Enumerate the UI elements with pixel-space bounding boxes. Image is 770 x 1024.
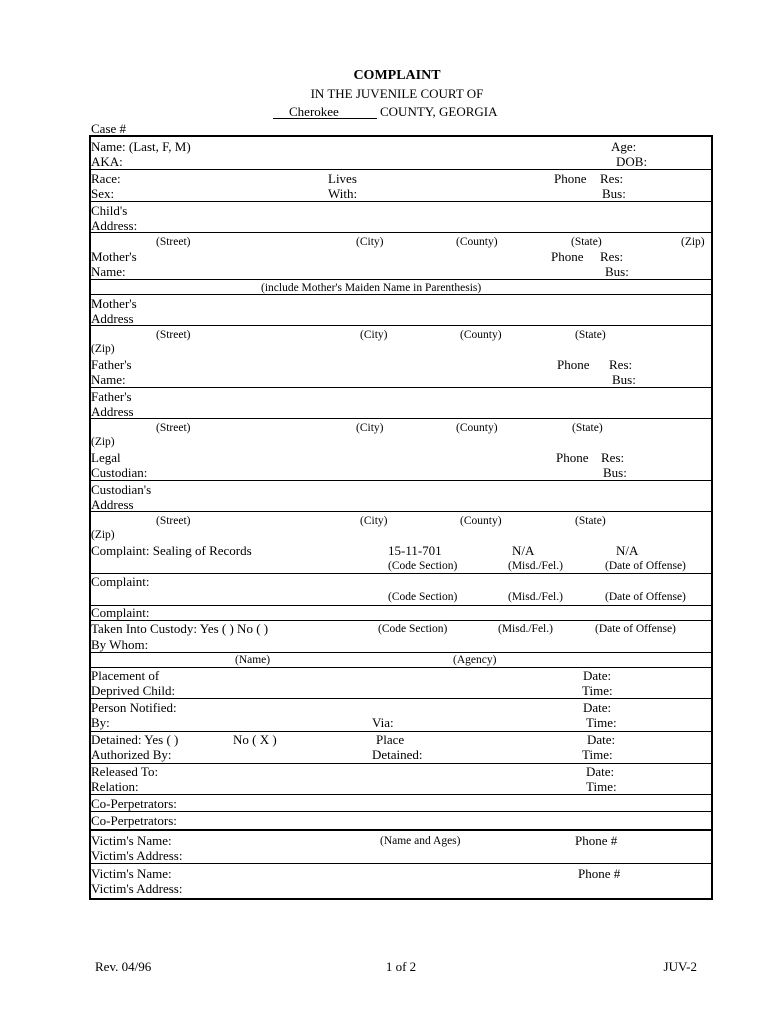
name-label: Name: (Last, F, M): [91, 139, 191, 154]
case-number-label: Case #: [91, 121, 127, 136]
misd-fel-caption: (Misd./Fel.): [508, 591, 563, 603]
date-offense-caption: (Date of Offense): [605, 560, 686, 572]
state-caption: (State): [571, 236, 602, 248]
form-title: COMPLAINT: [353, 68, 441, 83]
complaint-1-date: N/A: [616, 543, 639, 558]
custodian-address-label: Address: [91, 497, 134, 512]
place-label: Place: [376, 732, 405, 747]
mother-name-label: Name:: [91, 264, 126, 279]
zip-caption: (Zip): [91, 436, 115, 448]
date-label: Date:: [587, 732, 616, 747]
county-name: Cherokee: [289, 104, 339, 119]
county-caption: (County): [456, 422, 498, 434]
row-divider: [90, 605, 711, 606]
time-label: Time:: [586, 715, 617, 730]
city-caption: (City): [356, 236, 384, 248]
detained-no-label: No ( X ): [233, 732, 277, 747]
detained-place-label: Detained:: [372, 747, 423, 762]
by-whom-label: By Whom:: [91, 637, 149, 652]
deprived-child-label: Deprived Child:: [91, 683, 176, 698]
victim-name-label: Victim's Name:: [91, 833, 172, 848]
row-divider: [90, 667, 711, 668]
dob-label: DOB:: [616, 154, 648, 169]
child-address-label: Address:: [91, 218, 138, 233]
page-number: 1 of 2: [385, 959, 417, 974]
res-label: Res:: [600, 171, 624, 186]
phone-label: Phone: [556, 450, 589, 465]
date-label: Date:: [583, 668, 612, 683]
row-divider: [90, 418, 711, 419]
victim-address-label: Victim's Address:: [91, 848, 183, 863]
row-divider: [90, 169, 711, 170]
relation-label: Relation:: [91, 779, 139, 794]
phone-label: Phone: [557, 357, 590, 372]
row-divider: [90, 652, 711, 653]
race-label: Race:: [91, 171, 121, 186]
bus-label: Bus:: [603, 465, 627, 480]
row-divider: [90, 863, 711, 864]
victim-address-label: Victim's Address:: [91, 881, 183, 896]
time-label: Time:: [582, 683, 613, 698]
date-offense-caption: (Date of Offense): [595, 623, 676, 635]
code-section-caption: (Code Section): [388, 591, 458, 603]
via-label: Via:: [372, 715, 394, 730]
complaint-3-label: Complaint:: [91, 605, 150, 620]
zip-caption: (Zip): [91, 343, 115, 355]
sex-label: Sex:: [91, 186, 115, 201]
row-divider: [90, 511, 711, 512]
time-label: Time:: [582, 747, 613, 762]
row-divider: [90, 325, 711, 326]
code-section-caption: (Code Section): [378, 623, 448, 635]
res-label: Res:: [609, 357, 633, 372]
county-caption: (County): [456, 236, 498, 248]
father-address-label: Address: [91, 404, 134, 419]
childs-label: Child's: [91, 203, 128, 218]
state-caption: (State): [572, 422, 603, 434]
released-to-label: Released To:: [91, 764, 159, 779]
name-caption: (Name): [235, 654, 271, 666]
row-divider: [90, 387, 711, 388]
form-number: JUV-2: [663, 959, 697, 974]
by-label: By:: [91, 715, 110, 730]
time-label: Time:: [586, 779, 617, 794]
phone-label: Phone: [554, 171, 587, 186]
detained-yes-label: Detained: Yes ( ): [91, 732, 179, 747]
county-caption: (County): [460, 329, 502, 341]
custodians-label: Custodian's: [91, 482, 152, 497]
name-ages-caption: (Name and Ages): [380, 835, 461, 847]
bus-label: Bus:: [612, 372, 636, 387]
fathers-label: Father's: [91, 389, 132, 404]
row-divider: [90, 232, 711, 233]
city-caption: (City): [360, 329, 388, 341]
with-label: With:: [328, 186, 358, 201]
state-caption: (State): [575, 329, 606, 341]
phone-number-label: Phone #: [575, 833, 618, 848]
lives-label: Lives: [328, 171, 357, 186]
street-caption: (Street): [156, 422, 191, 434]
code-section-caption: (Code Section): [388, 560, 458, 572]
date-offense-caption: (Date of Offense): [605, 591, 686, 603]
street-caption: (Street): [156, 515, 191, 527]
age-label: Age:: [611, 139, 637, 154]
street-caption: (Street): [156, 329, 191, 341]
city-caption: (City): [356, 422, 384, 434]
phone-number-label: Phone #: [578, 866, 621, 881]
misd-fel-caption: (Misd./Fel.): [508, 560, 563, 572]
co-perpetrators-label: Co-Perpetrators:: [91, 796, 177, 811]
court-subtitle: IN THE JUVENILE COURT OF: [310, 86, 484, 101]
custody-label: Taken Into Custody: Yes ( ) No ( ): [91, 621, 269, 636]
county-underline: [273, 118, 377, 119]
county-suffix: COUNTY, GEORGIA: [380, 104, 498, 119]
father-name-label: Name:: [91, 372, 126, 387]
phone-label: Phone: [551, 249, 584, 264]
legal-label: Legal: [91, 450, 121, 465]
row-divider: [90, 279, 711, 280]
revision-label: Rev. 04/96: [95, 959, 152, 974]
county-caption: (County): [460, 515, 502, 527]
person-notified-label: Person Notified:: [91, 700, 177, 715]
bus-label: Bus:: [602, 186, 626, 201]
complaint-1-label: Complaint: Sealing of Records: [91, 543, 252, 558]
res-label: Res:: [601, 450, 625, 465]
row-divider: [90, 201, 711, 202]
row-divider: [90, 698, 711, 699]
zip-caption: (Zip): [91, 529, 115, 541]
placement-label: Placement of: [91, 668, 160, 683]
mothers-label: Mother's: [91, 296, 137, 311]
custodian-label: Custodian:: [91, 465, 148, 480]
fathers-label: Father's: [91, 357, 132, 372]
maiden-name-note: (include Mother's Maiden Name in Parenthesis): [261, 282, 482, 294]
row-divider: [90, 480, 711, 481]
city-caption: (City): [360, 515, 388, 527]
bus-label: Bus:: [605, 264, 629, 279]
mothers-label: Mother's: [91, 249, 137, 264]
res-label: Res:: [600, 249, 624, 264]
row-divider: [90, 794, 711, 795]
row-divider: [90, 763, 711, 764]
state-caption: (State): [575, 515, 606, 527]
victim-name-label: Victim's Name:: [91, 866, 172, 881]
aka-label: AKA:: [91, 154, 123, 169]
complaint-1-misd: N/A: [512, 543, 535, 558]
date-label: Date:: [583, 700, 612, 715]
agency-caption: (Agency): [453, 654, 497, 666]
mother-address-label: Address: [91, 311, 134, 326]
authorized-by-label: Authorized By:: [91, 747, 172, 762]
co-perpetrators-label: Co-Perpetrators:: [91, 813, 177, 828]
complaint-1-code: 15-11-701: [388, 543, 442, 558]
date-label: Date:: [586, 764, 615, 779]
row-divider-thick: [90, 829, 711, 831]
row-divider: [90, 811, 711, 812]
street-caption: (Street): [156, 236, 191, 248]
misd-fel-caption: (Misd./Fel.): [498, 623, 553, 635]
zip-caption: (Zip): [681, 236, 705, 248]
complaint-2-label: Complaint:: [91, 574, 150, 589]
